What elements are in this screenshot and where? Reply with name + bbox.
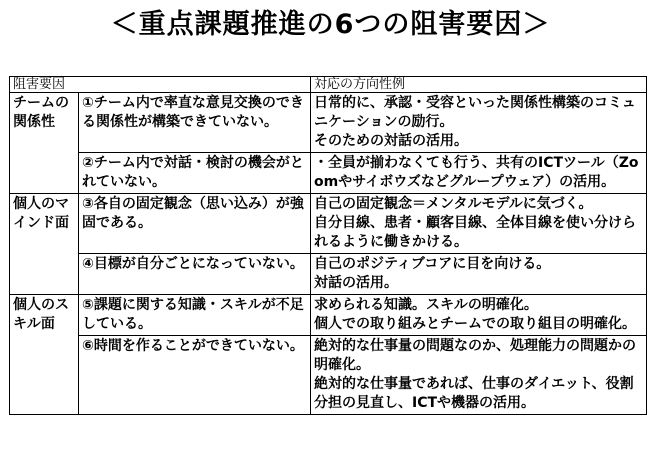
response-line: 求められる知識。スキルの明確化。: [314, 297, 538, 313]
page-title: ＜重点課題推進の6つの阻害要因＞: [110, 9, 551, 40]
response-line: 絶対的な仕事量であれば、仕事のダイエット、役割分担の見直し、ICTや機器の活用。: [314, 376, 634, 411]
table-row: [10, 93, 647, 153]
factor-cell: ②チーム内で対話・検討の機会がとれていない。: [79, 153, 311, 194]
category-cell: 個人のスキル面: [10, 295, 79, 415]
table-row: [10, 254, 647, 295]
category-cell: チームの関係性: [10, 93, 79, 194]
response-line: 自己の固定観念＝メンタルモデルに気づく。: [314, 196, 593, 212]
response-line: 自己のポジティブコアに目を向ける。: [314, 256, 551, 272]
response-cell: [311, 295, 647, 336]
table-header-row: [10, 77, 647, 93]
header-factor: 阻害要因: [10, 77, 311, 93]
header-response: 対応の方向性例: [311, 77, 647, 93]
factor-cell: ⑤課題に関する知識・スキルが不足している。: [79, 295, 311, 336]
table-row: [10, 153, 647, 194]
response-cell: [311, 93, 647, 153]
response-line: 絶対的な仕事量の問題なのか、処理能力の問題かの明確化。: [314, 338, 637, 373]
response-line: そのための対話の活用。: [314, 133, 469, 149]
response-line: 自分目線、患者・顧客目線、全体目線を使い分けられるように働きかける。: [314, 215, 637, 250]
factor-cell: ④目標が自分ごとになっていない。: [79, 254, 311, 295]
response-line: ・全員が揃わなくても行う、共有のICTツール（Zoomやサイボウズなどグループウェア）の活用。: [314, 155, 639, 190]
factor-cell: ③各自の固定観念（思い込み）が強固である。: [79, 194, 311, 254]
table-row: [10, 194, 647, 254]
factor-cell: ⑥時間を作ることができていない。: [79, 336, 311, 415]
table-row: [10, 336, 647, 415]
response-line: 日常的に、承認・受容といった関係性構築のコミュニケーションの励行。: [314, 95, 636, 130]
table-row: [10, 295, 647, 336]
response-cell: [311, 194, 647, 254]
response-cell: [311, 336, 647, 415]
factor-cell: ①チーム内で率直な意見交換のできる関係性が構築できていない。: [79, 93, 311, 153]
response-line: 対話の活用。: [314, 275, 399, 291]
response-cell: [311, 153, 647, 194]
response-cell: [311, 254, 647, 295]
factor-table: [9, 76, 647, 415]
category-cell: 個人のマインド面: [10, 194, 79, 295]
response-line: 個人での取り組みとチームでの取り組目の明確化。: [314, 316, 637, 332]
